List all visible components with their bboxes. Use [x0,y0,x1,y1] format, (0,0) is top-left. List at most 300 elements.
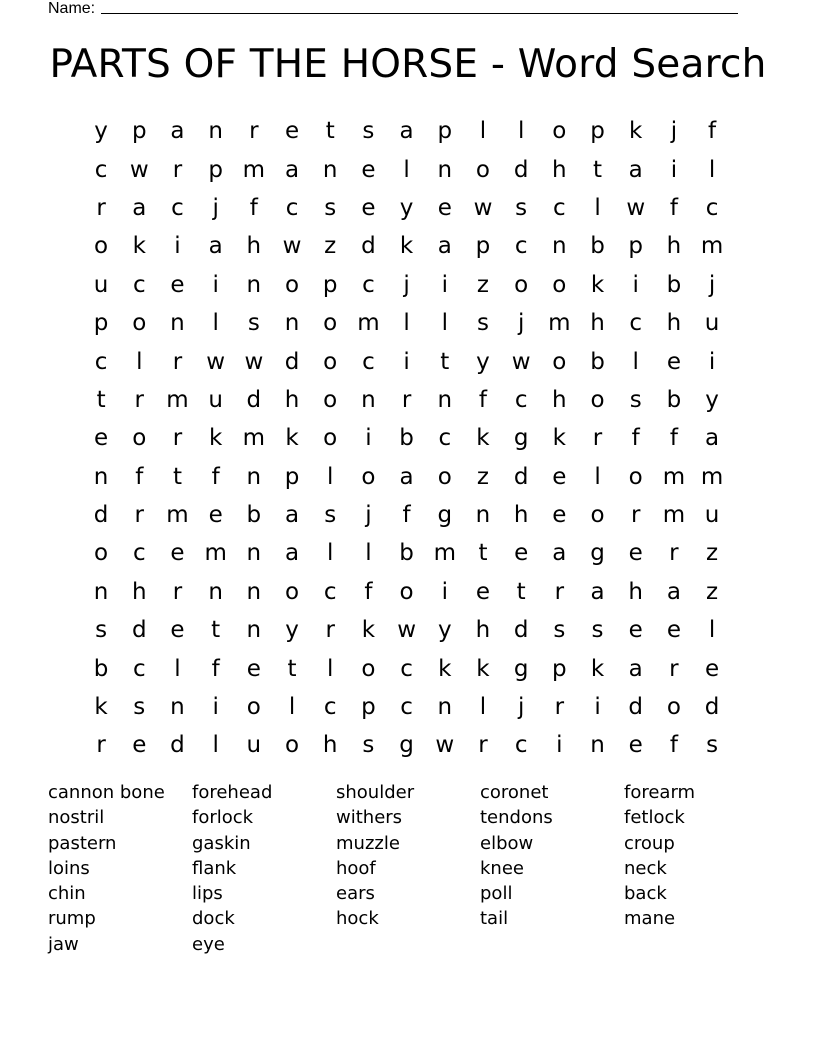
grid-letter[interactable]: o [399,578,414,605]
grid-letter[interactable]: p [93,310,109,337]
grid-letter[interactable]: l [403,310,410,337]
grid-letter[interactable]: f [211,655,220,682]
grid-letter[interactable]: i [212,694,219,721]
grid-letter[interactable]: r [134,502,145,529]
grid-letter[interactable]: a [170,118,185,145]
grid-letter[interactable]: n [170,310,185,337]
grid-letter[interactable]: o [323,386,338,413]
grid-letter[interactable]: z [476,271,489,298]
grid-letter[interactable]: s [247,310,260,337]
grid-letter[interactable]: i [670,156,678,183]
grid-letter[interactable]: d [513,463,529,490]
grid-letter[interactable]: h [666,233,682,260]
grid-letter[interactable]: e [132,732,147,759]
grid-letter[interactable]: r [172,156,183,183]
grid-letter[interactable]: a [399,118,414,145]
grid-letter[interactable]: t [478,540,488,567]
grid-letter[interactable]: b [399,425,414,452]
grid-letter[interactable]: p [628,233,644,260]
grid-letter[interactable]: d [93,502,109,529]
grid-letter[interactable]: j [212,194,219,221]
grid-letter[interactable]: n [590,732,605,759]
grid-letter[interactable]: f [135,463,144,490]
grid-letter[interactable]: o [246,694,261,721]
grid-letter[interactable]: c [132,271,146,298]
grid-letter[interactable]: k [476,425,490,452]
grid-letter[interactable]: l [327,540,334,567]
grid-letter[interactable]: l [174,655,181,682]
grid-letter[interactable]: p [475,233,491,260]
grid-letter[interactable]: g [513,655,529,682]
grid-letter[interactable]: e [628,617,643,644]
grid-letter[interactable]: w [129,156,149,183]
grid-letter[interactable]: u [208,386,223,413]
grid-letter[interactable]: n [246,578,262,605]
grid-letter[interactable]: r [172,348,183,375]
grid-letter[interactable]: h [552,386,567,413]
grid-letter[interactable]: s [362,732,375,759]
grid-letter[interactable]: e [437,194,452,221]
grid-letter[interactable]: n [246,617,262,644]
grid-letter[interactable]: o [552,118,567,145]
grid-letter[interactable]: h [284,386,300,413]
grid-letter[interactable]: e [475,578,491,605]
grid-letter[interactable]: c [553,194,566,221]
grid-letter[interactable]: m [700,463,724,490]
grid-letter[interactable]: i [708,348,716,375]
grid-letter[interactable]: p [131,118,147,145]
grid-letter[interactable]: o [590,502,605,529]
grid-letter[interactable]: e [94,425,109,452]
grid-letter[interactable]: e [552,502,567,529]
grid-letter[interactable]: s [476,310,489,337]
grid-letter[interactable]: f [211,463,220,490]
grid-letter[interactable]: o [132,310,147,337]
grid-letter[interactable]: n [475,502,491,529]
grid-letter[interactable]: t [287,655,297,682]
word-list-item: muzzle [336,832,400,854]
grid-letter[interactable]: t [325,118,335,145]
grid-letter[interactable]: n [93,463,109,490]
grid-letter[interactable]: p [590,118,605,145]
grid-letter[interactable]: k [476,655,490,682]
grid-letter[interactable]: r [669,655,679,682]
word-list-item: rump [48,908,96,930]
grid-letter[interactable]: e [552,463,567,490]
grid-letter[interactable]: m [204,540,227,567]
grid-letter[interactable]: o [514,271,529,298]
grid-letter[interactable]: s [629,386,642,413]
grid-letter[interactable]: z [706,540,719,567]
grid-letter[interactable]: t [593,156,603,183]
grid-letter[interactable]: l [594,194,601,221]
grid-letter[interactable]: f [364,578,373,605]
grid-letter[interactable]: c [438,425,452,452]
grid-letter[interactable]: o [552,271,567,298]
grid-letter[interactable]: i [441,271,448,298]
grid-letter[interactable]: n [246,540,262,567]
grid-letter[interactable]: n [93,578,109,605]
grid-letter[interactable]: o [323,310,338,337]
grid-letter[interactable]: b [399,540,414,567]
grid-letter[interactable]: a [208,233,223,260]
grid-letter[interactable]: m [242,425,266,452]
grid-letter[interactable]: m [662,502,686,529]
grid-letter[interactable]: l [708,617,716,644]
word-list-item: fetlock [624,807,685,829]
grid-letter[interactable]: l [136,348,143,375]
grid-letter[interactable]: l [708,156,716,183]
grid-letter[interactable]: w [282,233,302,260]
grid-letter[interactable]: a [552,540,567,567]
grid-letter[interactable]: i [594,694,601,721]
grid-letter[interactable]: u [704,310,720,337]
grid-letter[interactable]: y [399,194,414,221]
grid-letter[interactable]: n [208,578,223,605]
grid-letter[interactable]: n [361,386,376,413]
grid-letter[interactable]: i [632,271,639,298]
grid-letter[interactable]: e [170,271,185,298]
grid-letter[interactable]: l [479,694,487,721]
grid-letter[interactable]: f [708,118,717,145]
grid-letter[interactable]: p [361,694,376,721]
grid-letter[interactable]: y [705,386,719,413]
grid-letter[interactable]: d [628,694,644,721]
grid-letter[interactable]: d [131,617,147,644]
grid-letter[interactable]: b [666,271,682,298]
grid-letter[interactable]: i [403,348,410,375]
grid-letter[interactable]: l [327,655,334,682]
grid-letter[interactable]: r [96,194,106,221]
grid-letter[interactable]: e [361,194,376,221]
grid-letter[interactable]: r [478,732,488,759]
grid-letter[interactable]: i [556,732,563,759]
grid-letter[interactable]: y [437,617,452,644]
grid-letter[interactable]: n [437,386,453,413]
grid-letter[interactable]: o [94,540,109,567]
grid-letter[interactable]: l [403,156,410,183]
grid-letter[interactable]: n [437,156,453,183]
grid-letter[interactable]: a [628,156,643,183]
grid-letter[interactable]: k [438,655,452,682]
word-list-item: ears [336,883,375,905]
grid-letter[interactable]: r [172,425,183,452]
grid-letter[interactable]: i [212,271,219,298]
grid-letter[interactable]: s [553,617,566,644]
grid-letter[interactable]: s [133,694,146,721]
grid-letter[interactable]: b [590,233,605,260]
grid-letter[interactable]: e [208,502,223,529]
grid-letter[interactable]: a [399,463,414,490]
grid-letter[interactable]: a [590,578,605,605]
grid-letter[interactable]: k [361,617,376,644]
grid-letter[interactable]: a [437,233,452,260]
grid-letter[interactable]: c [514,732,528,759]
grid-letter[interactable]: l [212,732,219,759]
grid-letter[interactable]: n [208,118,223,145]
grid-letter[interactable]: m [700,233,724,260]
grid-letter[interactable]: g [399,732,414,759]
grid-letter[interactable]: s [362,118,375,145]
grid-letter[interactable]: c [132,540,146,567]
grid-letter[interactable]: l [327,463,334,490]
grid-letter[interactable]: t [172,463,182,490]
grid-letter[interactable]: r [325,617,335,644]
grid-letter[interactable]: h [475,617,491,644]
grid-letter[interactable]: y [285,617,299,644]
grid-letter[interactable]: w [206,348,226,375]
grid-letter[interactable]: o [284,271,300,298]
grid-letter[interactable]: m [242,156,266,183]
grid-letter[interactable]: n [284,310,300,337]
grid-letter[interactable]: f [478,386,488,413]
grid-letter[interactable]: z [324,233,337,260]
grid-letter[interactable]: e [246,655,261,682]
grid-letter[interactable]: h [322,732,338,759]
grid-letter[interactable]: c [362,348,375,375]
grid-letter[interactable]: l [594,463,601,490]
grid-letter[interactable]: i [365,425,372,452]
grid-letter[interactable]: o [475,156,490,183]
grid-letter[interactable]: r [401,386,412,413]
grid-letter[interactable]: o [361,463,376,490]
grid-letter[interactable]: d [284,348,300,375]
grid-letter[interactable]: b [246,502,262,529]
grid-letter[interactable]: c [400,655,413,682]
grid-letter[interactable]: z [706,578,719,605]
grid-letter[interactable]: o [552,348,567,375]
grid-letter[interactable]: m [548,310,571,337]
grid-letter[interactable]: d [704,694,720,721]
grid-letter[interactable]: k [590,655,605,682]
grid-letter[interactable]: h [628,578,643,605]
grid-letter[interactable]: c [323,694,337,721]
grid-letter[interactable]: r [134,386,145,413]
grid-letter[interactable]: o [590,386,605,413]
grid-letter[interactable]: f [249,194,258,221]
grid-letter[interactable]: k [399,233,414,260]
grid-letter[interactable]: r [172,578,183,605]
grid-letter[interactable]: l [288,694,296,721]
grid-letter[interactable]: u [93,271,109,298]
grid-letter[interactable]: o [437,463,452,490]
grid-letter[interactable]: a [284,540,300,567]
grid-letter[interactable]: p [437,118,453,145]
grid-letter[interactable]: o [132,425,147,452]
grid-letter[interactable]: l [441,310,448,337]
grid-letter[interactable]: o [284,732,300,759]
grid-letter[interactable]: c [323,578,337,605]
name-field[interactable] [48,0,738,18]
word-list-item: lips [192,883,223,905]
grid-letter[interactable]: y [476,348,490,375]
grid-letter[interactable]: k [629,118,643,145]
grid-letter[interactable]: k [94,694,108,721]
grid-letter[interactable]: m [357,310,380,337]
grid-letter[interactable]: k [552,425,566,452]
grid-letter[interactable]: c [514,386,528,413]
grid-letter[interactable]: p [284,463,300,490]
grid-letter[interactable]: u [704,502,720,529]
grid-letter[interactable]: j [403,271,410,298]
grid-letter[interactable]: a [284,156,300,183]
grid-letter[interactable]: n [170,694,185,721]
grid-letter[interactable]: e [628,540,643,567]
grid-letter[interactable]: t [96,386,106,413]
grid-letter[interactable]: l [365,540,372,567]
grid-letter[interactable]: f [669,732,678,759]
grid-letter[interactable]: j [517,694,525,721]
word-list-item: withers [336,807,403,829]
grid-letter[interactable]: n [552,233,567,260]
grid-letter[interactable]: g [590,540,605,567]
grid-letter[interactable]: f [669,425,678,452]
grid-letter[interactable]: b [93,655,109,682]
grid-letter[interactable]: s [324,502,337,529]
grid-letter[interactable]: d [170,732,185,759]
grid-letter[interactable]: f [402,502,411,529]
grid-letter[interactable]: j [708,271,716,298]
grid-letter[interactable]: h [513,502,529,529]
grid-letter[interactable]: j [670,118,678,145]
grid-letter[interactable]: w [244,348,264,375]
grid-letter[interactable]: k [285,425,299,452]
grid-letter[interactable]: k [132,233,146,260]
grid-letter[interactable]: h [552,156,567,183]
grid-letter[interactable]: y [94,118,108,145]
grid-letter[interactable]: s [95,617,108,644]
grid-letter[interactable]: l [517,118,525,145]
grid-letter[interactable]: o [323,348,338,375]
grid-letter[interactable]: n [246,463,262,490]
grid-letter[interactable]: h [590,310,605,337]
grid-letter[interactable]: f [669,194,678,221]
grid-letter[interactable]: p [322,271,338,298]
grid-letter[interactable]: r [630,502,641,529]
grid-letter[interactable]: r [669,540,679,567]
grid-letter[interactable]: m [433,540,456,567]
grid-letter[interactable]: e [170,540,185,567]
grid-letter[interactable]: c [171,194,184,221]
grid-letter[interactable]: f [631,425,640,452]
name-underline[interactable] [101,12,738,14]
grid-letter[interactable]: g [513,425,529,452]
grid-letter[interactable]: d [513,617,529,644]
grid-letter[interactable]: n [322,156,338,183]
grid-letter[interactable]: t [516,578,526,605]
grid-letter[interactable]: w [473,194,493,221]
grid-letter[interactable]: r [96,732,106,759]
grid-letter[interactable]: b [590,348,605,375]
grid-letter[interactable]: a [284,502,300,529]
grid-letter[interactable]: c [132,655,146,682]
grid-letter[interactable]: a [705,425,720,452]
grid-letter[interactable]: k [590,271,605,298]
grid-letter[interactable]: b [666,386,682,413]
grid-letter[interactable]: w [435,732,455,759]
grid-letter[interactable]: s [324,194,337,221]
grid-letter[interactable]: r [249,118,259,145]
grid-letter[interactable]: c [94,156,108,183]
grid-letter[interactable]: a [666,578,681,605]
grid-letter[interactable]: o [361,655,376,682]
grid-letter[interactable]: e [666,348,681,375]
grid-letter[interactable]: l [479,118,487,145]
grid-letter[interactable]: m [166,386,189,413]
grid-letter[interactable]: p [552,655,567,682]
grid-letter[interactable]: s [706,732,719,759]
grid-letter[interactable]: r [592,425,603,452]
grid-letter[interactable]: w [626,194,646,221]
grid-letter[interactable]: d [361,233,376,260]
grid-letter[interactable]: g [437,502,453,529]
grid-letter[interactable]: e [361,156,376,183]
grid-letter[interactable]: n [246,271,262,298]
grid-letter[interactable]: i [174,233,181,260]
grid-letter[interactable]: c [514,233,528,260]
grid-letter[interactable]: p [208,156,223,183]
grid-letter[interactable]: w [511,348,531,375]
grid-letter[interactable]: m [662,463,686,490]
grid-letter[interactable]: t [440,348,450,375]
grid-letter[interactable]: o [628,463,643,490]
grid-letter[interactable]: u [246,732,262,759]
grid-letter[interactable]: e [705,655,720,682]
grid-letter[interactable]: s [515,194,528,221]
grid-letter[interactable]: e [284,118,300,145]
grid-letter[interactable]: t [211,617,221,644]
grid-letter[interactable]: o [666,694,681,721]
grid-letter[interactable]: c [705,194,719,221]
grid-letter[interactable]: i [441,578,448,605]
grid-letter[interactable]: c [285,194,299,221]
grid-letter[interactable]: j [365,502,372,529]
grid-letter[interactable]: w [397,617,416,644]
grid-letter[interactable]: l [212,310,219,337]
grid-letter[interactable]: e [666,617,681,644]
grid-letter[interactable]: r [554,578,565,605]
grid-letter[interactable]: h [131,578,147,605]
grid-letter[interactable]: k [208,425,223,452]
grid-letter[interactable]: c [362,271,375,298]
grid-letter[interactable]: o [94,233,109,260]
grid-letter[interactable]: d [246,386,262,413]
grid-letter[interactable]: m [166,502,189,529]
grid-letter[interactable]: j [517,310,525,337]
grid-letter[interactable]: d [513,156,529,183]
grid-letter[interactable]: r [554,694,565,721]
grid-letter[interactable]: e [628,732,643,759]
grid-letter[interactable]: s [591,617,604,644]
page-title: PARTS OF THE HORSE - Word Search [49,42,767,87]
grid-letter[interactable]: o [323,425,338,452]
grid-letter[interactable]: h [246,233,262,260]
grid-letter[interactable]: l [632,348,639,375]
grid-letter[interactable]: c [94,348,108,375]
grid-letter[interactable]: h [666,310,682,337]
grid-letter[interactable]: c [629,310,643,337]
word-list-item: nostril [48,807,105,829]
grid-letter[interactable]: n [437,694,453,721]
grid-letter[interactable]: a [132,194,147,221]
grid-letter[interactable]: e [170,617,185,644]
word-list-item: cannon bone [48,782,165,803]
grid-letter[interactable]: z [476,463,489,490]
grid-letter[interactable]: o [284,578,300,605]
grid-letter[interactable]: c [400,694,413,721]
grid-letter[interactable]: a [628,655,643,682]
grid-letter[interactable]: e [514,540,529,567]
